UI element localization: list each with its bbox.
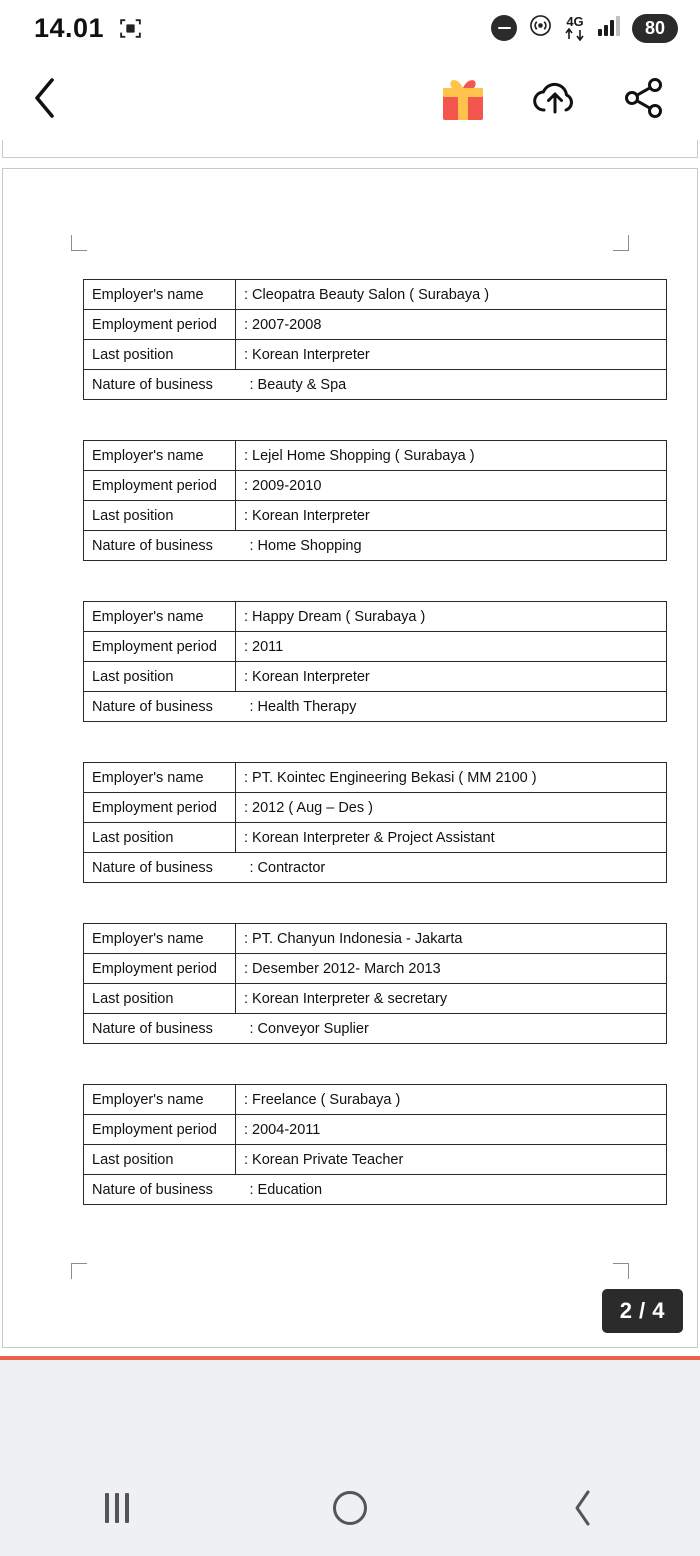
row-label: Last position	[84, 984, 236, 1014]
back-icon[interactable]	[523, 1478, 643, 1538]
row-label: Last position	[84, 823, 236, 853]
table-row	[84, 632, 667, 662]
row-label: Nature of business	[84, 692, 236, 722]
row-label: Employment period	[84, 793, 236, 823]
gift-icon[interactable]	[438, 74, 488, 122]
employment-history-list	[33, 215, 667, 1205]
row-value: : Korean Interpreter	[236, 662, 667, 692]
row-label: Employer's name	[84, 280, 236, 310]
network-4g-icon: 4G	[564, 15, 586, 41]
table-row	[84, 924, 667, 954]
table-row	[84, 763, 667, 793]
row-value: : Beauty & Spa	[236, 370, 667, 400]
row-label: Employer's name	[84, 602, 236, 632]
back-button[interactable]	[30, 75, 60, 121]
row-label: Nature of business	[84, 853, 236, 883]
employment-entry	[83, 440, 667, 561]
employment-entry	[83, 1084, 667, 1205]
upload-cloud-icon[interactable]	[532, 76, 578, 120]
row-value: : Korean Private Teacher	[236, 1145, 667, 1175]
row-value: : Korean Interpreter & secretary	[236, 984, 667, 1014]
row-value: : 2011	[236, 632, 667, 662]
table-row	[84, 531, 667, 561]
row-value: : 2004-2011	[236, 1115, 667, 1145]
table-row	[84, 823, 667, 853]
row-label: Nature of business	[84, 1014, 236, 1044]
status-bar-right	[491, 13, 678, 43]
table-row	[84, 692, 667, 722]
row-value: : Korean Interpreter	[236, 340, 667, 370]
previous-page-sliver	[2, 140, 698, 158]
row-label: Employment period	[84, 954, 236, 984]
row-label: Employer's name	[84, 924, 236, 954]
table-row	[84, 1175, 667, 1205]
row-value: : Freelance ( Surabaya )	[236, 1085, 667, 1115]
row-value: : Cleopatra Beauty Salon ( Surabaya )	[236, 280, 667, 310]
employment-entry	[83, 279, 667, 400]
status-bar-left	[34, 13, 143, 44]
table-row	[84, 501, 667, 531]
row-value: : Conveyor Suplier	[236, 1014, 667, 1044]
table-row	[84, 340, 667, 370]
recents-icon[interactable]	[57, 1478, 177, 1538]
table-row	[84, 1115, 667, 1145]
table-row	[84, 280, 667, 310]
row-value: : Korean Interpreter & Project Assistant	[236, 823, 667, 853]
row-label: Nature of business	[84, 1175, 236, 1205]
table-row	[84, 602, 667, 632]
table-row	[84, 1145, 667, 1175]
viewer-background	[0, 1360, 700, 1460]
status-clock: 14.01	[34, 12, 105, 43]
status-bar	[0, 0, 700, 56]
row-value: : 2012 ( Aug – Des )	[236, 793, 667, 823]
screenshot-icon	[118, 16, 143, 41]
page-indicator-badge: 2 / 4	[602, 1289, 683, 1333]
table-row	[84, 853, 667, 883]
row-value: : 2007-2008	[236, 310, 667, 340]
row-value: : Contractor	[236, 853, 667, 883]
row-label: Employment period	[84, 1115, 236, 1145]
document-viewer[interactable]	[0, 140, 700, 1460]
row-label: Employment period	[84, 471, 236, 501]
app-toolbar	[0, 56, 700, 140]
employment-entry	[83, 601, 667, 722]
table-row	[84, 441, 667, 471]
crop-mark-bottom-right	[613, 1263, 629, 1279]
table-row	[84, 984, 667, 1014]
row-label: Employer's name	[84, 1085, 236, 1115]
row-value: : Happy Dream ( Surabaya )	[236, 602, 667, 632]
employment-entry	[83, 762, 667, 883]
row-label: Employment period	[84, 310, 236, 340]
row-label: Employer's name	[84, 763, 236, 793]
row-value: : Health Therapy	[236, 692, 667, 722]
row-value: : Korean Interpreter	[236, 501, 667, 531]
row-label: Nature of business	[84, 370, 236, 400]
row-value: : Home Shopping	[236, 531, 667, 561]
row-value: : Education	[236, 1175, 667, 1205]
hotspot-icon	[528, 13, 553, 43]
row-label: Last position	[84, 340, 236, 370]
row-value: : 2009-2010	[236, 471, 667, 501]
row-label: Last position	[84, 501, 236, 531]
row-label: Employment period	[84, 632, 236, 662]
do-not-disturb-icon	[491, 15, 517, 41]
row-label: Nature of business	[84, 531, 236, 561]
row-value: : PT. Chanyun Indonesia - Jakarta	[236, 924, 667, 954]
table-row	[84, 662, 667, 692]
table-row	[84, 370, 667, 400]
employment-entry	[83, 923, 667, 1044]
system-nav-bar	[0, 1460, 700, 1556]
table-row	[84, 954, 667, 984]
row-value: : PT. Kointec Engineering Bekasi ( MM 2100 )	[236, 763, 667, 793]
toolbar-actions	[438, 74, 666, 122]
battery-icon: 80	[632, 14, 678, 43]
signal-bars-icon	[597, 15, 621, 42]
crop-mark-top-left	[71, 235, 87, 251]
row-label: Employer's name	[84, 441, 236, 471]
row-label: Last position	[84, 662, 236, 692]
table-row	[84, 310, 667, 340]
table-row	[84, 471, 667, 501]
home-icon[interactable]	[290, 1478, 410, 1538]
crop-mark-bottom-left	[71, 1263, 87, 1279]
crop-mark-top-right	[613, 235, 629, 251]
table-row	[84, 1085, 667, 1115]
row-value: : Lejel Home Shopping ( Surabaya )	[236, 441, 667, 471]
table-row	[84, 1014, 667, 1044]
row-label: Last position	[84, 1145, 236, 1175]
share-icon[interactable]	[622, 76, 666, 120]
document-page[interactable]	[2, 168, 698, 1348]
table-row	[84, 793, 667, 823]
row-value: : Desember 2012- March 2013	[236, 954, 667, 984]
